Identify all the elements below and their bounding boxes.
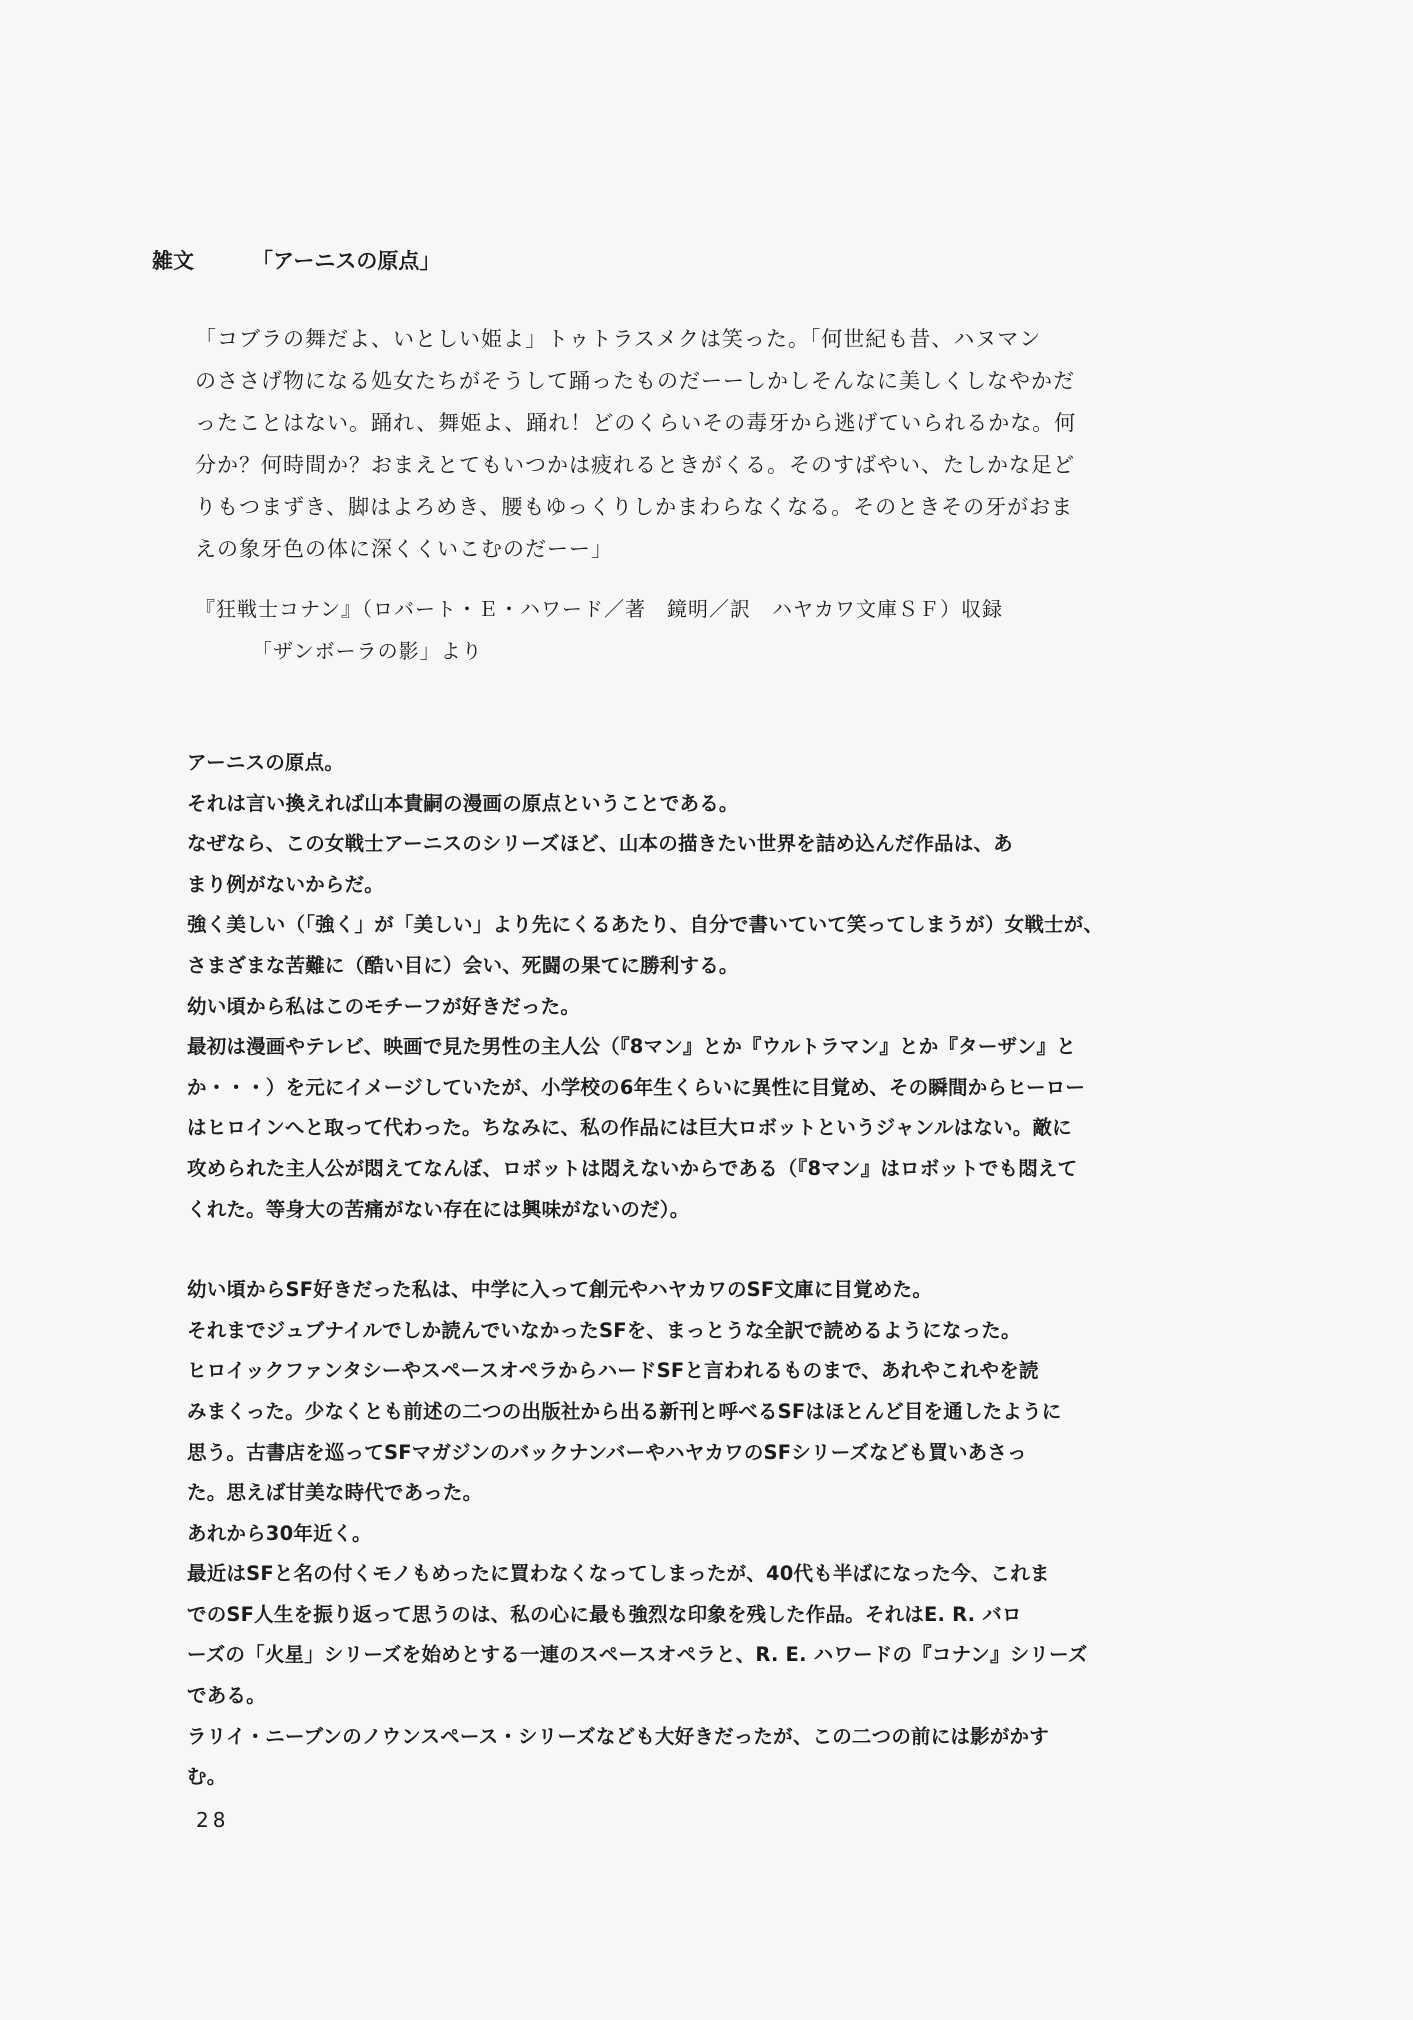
quote-line: りもつまずき、脚はよろめき、腰もゆっくりしかまわらなくなる。そのときその牙がおま (195, 495, 1074, 519)
essay-line: 最近はSFと名の付くモノもめったに買わなくなってしまったが、40代も半ばになった今、これま (187, 1562, 1050, 1586)
essay-line: くれた。等身大の苦痛がない存在には興味がないのだ）。 (187, 1197, 690, 1221)
quote-line: のささげ物になる処女たちがそうして踊ったものだーーしかしそんなに美しくしなやかだ (195, 369, 1075, 393)
quote-citation (195, 588, 1003, 672)
essay-line: アーニスの原点。 (187, 751, 345, 774)
essay-line: 幼い頃からSF好きだった私は、中学に入って創元やハヤカワのSF文庫に目覚めた。 (187, 1278, 933, 1302)
quote-line: 分か？何時間か？おまえとてもいつかは疲れるときがくる。そのすばやい、たしかな足ど (195, 453, 1075, 477)
essay-line: 最初は漫画やテレビ、映画で見た男性の主人公（『8マン』とか『ウルトラマン』とか『ターザン』と (187, 1035, 1076, 1059)
essay-line: なぜなら、この女戦士アーニスのシリーズほど、山本の描きたい世界を詰め込んだ作品は、あ (187, 832, 1013, 856)
essay-line: はヒロインへと取って代わった。ちなみに、私の作品には巨大ロボットというジャンルはない。敵に (187, 1116, 1072, 1140)
essay-line: あれから30年近く。 (187, 1521, 372, 1545)
article-header (152, 245, 440, 275)
essay-line: 強く美しい（「強く」が「美しい」より先にくるあたり、自分で書いていて笑ってしまうが）女戦士が、 (187, 913, 1104, 937)
quote-line: 「コブラの舞だよ、いとしい姫よ」トゥトラスメクは笑った。「何世紀も昔、ハヌマン (195, 327, 1042, 351)
article-title: 「アーニスの原点」 (252, 249, 441, 273)
essay-line: でのSF人生を振り返って思うのは、私の心に最も強烈な印象を残した作品。それはE. R. バロ (187, 1602, 1022, 1626)
section-label: 雑文 (152, 249, 194, 273)
essay-line: 攻められた主人公が悶えてなんぼ、ロボットは悶えないからである（『8マン』はロボットでも悶えて (187, 1156, 1078, 1180)
essay-line: ヒロイックファンタシーやスペースオペラからハードSFと言われるものまで、あれやこれやを読 (187, 1359, 1039, 1383)
quote-line: ったことはない。踊れ、舞姫よ、踊れ！どのくらいその毒牙から逃げていられるかな。何 (195, 411, 1077, 435)
essay-line: 幼い頃から私はこのモチーフが好きだった。 (187, 994, 581, 1018)
essay-line: た。思えば甘美な時代であった。 (187, 1481, 483, 1505)
epigraph-quote (195, 318, 1130, 570)
essay-line: か・・・）を元にイメージしていたが、小学校の6年生くらいに異性に目覚め、その瞬間からヒーロー (187, 1075, 1086, 1099)
essay-line: まり例がないからだ。 (187, 872, 385, 896)
essay-line: さまざまな苦難に（酷い目に）会い、死闘の果てに勝利する。 (187, 953, 739, 977)
essay-line: む。 (187, 1765, 227, 1789)
citation-story: 「ザンボーラの影」より (252, 639, 483, 663)
essay-line: 思う。古書店を巡ってSFマガジンのバックナンバーやハヤカワのSFシリーズなども買いあさっ (187, 1440, 1027, 1464)
essay-line: それまでジュブナイルでしか読んでいなかったSFを、まっとうな全訳で読めるようになった。 (187, 1318, 1021, 1342)
essay-line: ーズの「火星」シリーズを始めとする一連のスペースオペラと、R. E. ハワードの『コナン』シリーズ (187, 1643, 1088, 1667)
citation-source: 『狂戦士コナン』（ロバート・Ｅ・ハワード／著 鏡明／訳 ハヤカワ文庫ＳＦ）収録 (195, 597, 1003, 621)
essay-line: みまくった。少なくとも前述の二つの出版社から出る新刊と呼べるSFはほとんど目を通したように (187, 1399, 1062, 1423)
page-number: 28 (196, 1808, 230, 1832)
essay-line: である。 (187, 1684, 266, 1708)
essay-body (187, 743, 1127, 1798)
essay-line: ラリイ・ニーブンのノウンスペース・シリーズなども大好きだったが、この二つの前には影がかす (187, 1724, 1049, 1748)
essay-line: それは言い換えれば山本貴嗣の漫画の原点ということである。 (187, 791, 739, 815)
paragraph-gap (187, 1230, 1127, 1270)
quote-line: えの象牙色の体に深くくいこむのだーー」 (195, 537, 613, 561)
